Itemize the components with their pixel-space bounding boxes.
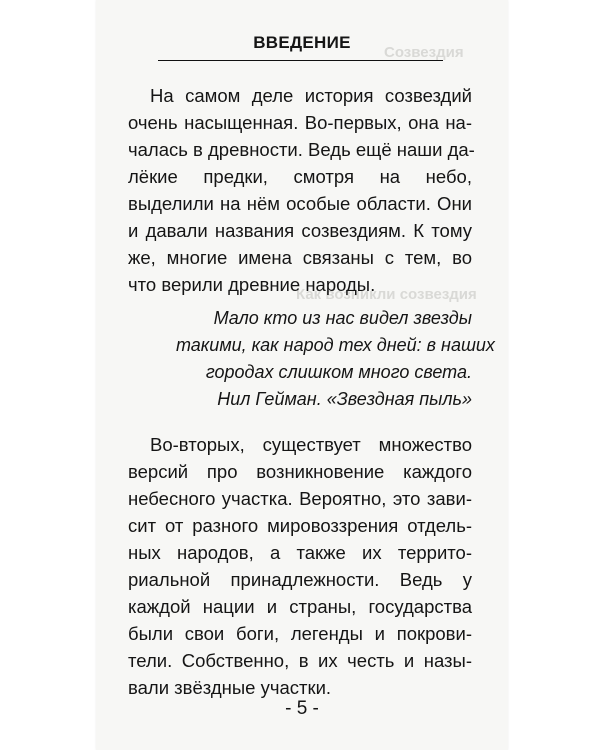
paragraph-line: чалась в древности. Ведь ещё наши да- [128, 139, 475, 160]
epigraph-quote [176, 305, 495, 413]
paragraph-line: же, многие имена связаны с тем, во [128, 247, 472, 268]
paragraph-line: лёкие предки, смотря на небо, [128, 166, 472, 187]
paragraph-line: вали звёздные участки. [128, 677, 332, 698]
paragraph-line: были свои боги, легенды и покрови- [128, 623, 472, 644]
quote-line: такими, как народ тех дней: в наших [176, 335, 495, 355]
paragraph-line: ных народов, а также их террито- [128, 542, 472, 563]
bleed-through-text: Как возникли созвездия [296, 286, 477, 303]
paragraph-line: риальной принадлежности. Ведь у [128, 569, 472, 590]
book-page [96, 0, 508, 750]
title-underline [158, 60, 443, 61]
paragraph-line: тели. Собственно, в их честь и назы- [128, 650, 472, 671]
paragraph-2 [128, 431, 472, 701]
paragraph-line: и давали названия созвездиям. К тому [128, 220, 472, 241]
paragraph-line: очень насыщенная. Во-первых, она на- [128, 112, 472, 133]
page-number: - 5 - [285, 698, 319, 719]
paragraph-line: сит от разного мировоззрения отдель- [128, 515, 472, 536]
paragraph-line: что верили древние народы. [128, 274, 376, 295]
paragraph-line: версий про возникновение каждого [128, 461, 472, 482]
paragraph-line: Во-вторых, существует множество [150, 434, 472, 455]
page-title: ВВЕДЕНИЕ [253, 33, 351, 52]
paragraph-line: выделили на нём особые области. Они [128, 193, 472, 214]
quote-line: Мало кто из нас видел звезды [213, 308, 472, 328]
quote-line: городах слишком много света. [205, 362, 472, 382]
paragraph-1 [128, 82, 475, 298]
quote-attribution: Нил Гейман. «Звездная пыль» [217, 389, 472, 409]
paragraph-line: небесного участка. Вероятно, это зави- [128, 488, 472, 509]
paragraph-line: каждой нации и страны, государства [128, 596, 472, 617]
bleed-through-text: Созвездия [384, 44, 464, 61]
paragraph-line: На самом деле история созвездий [150, 85, 472, 106]
